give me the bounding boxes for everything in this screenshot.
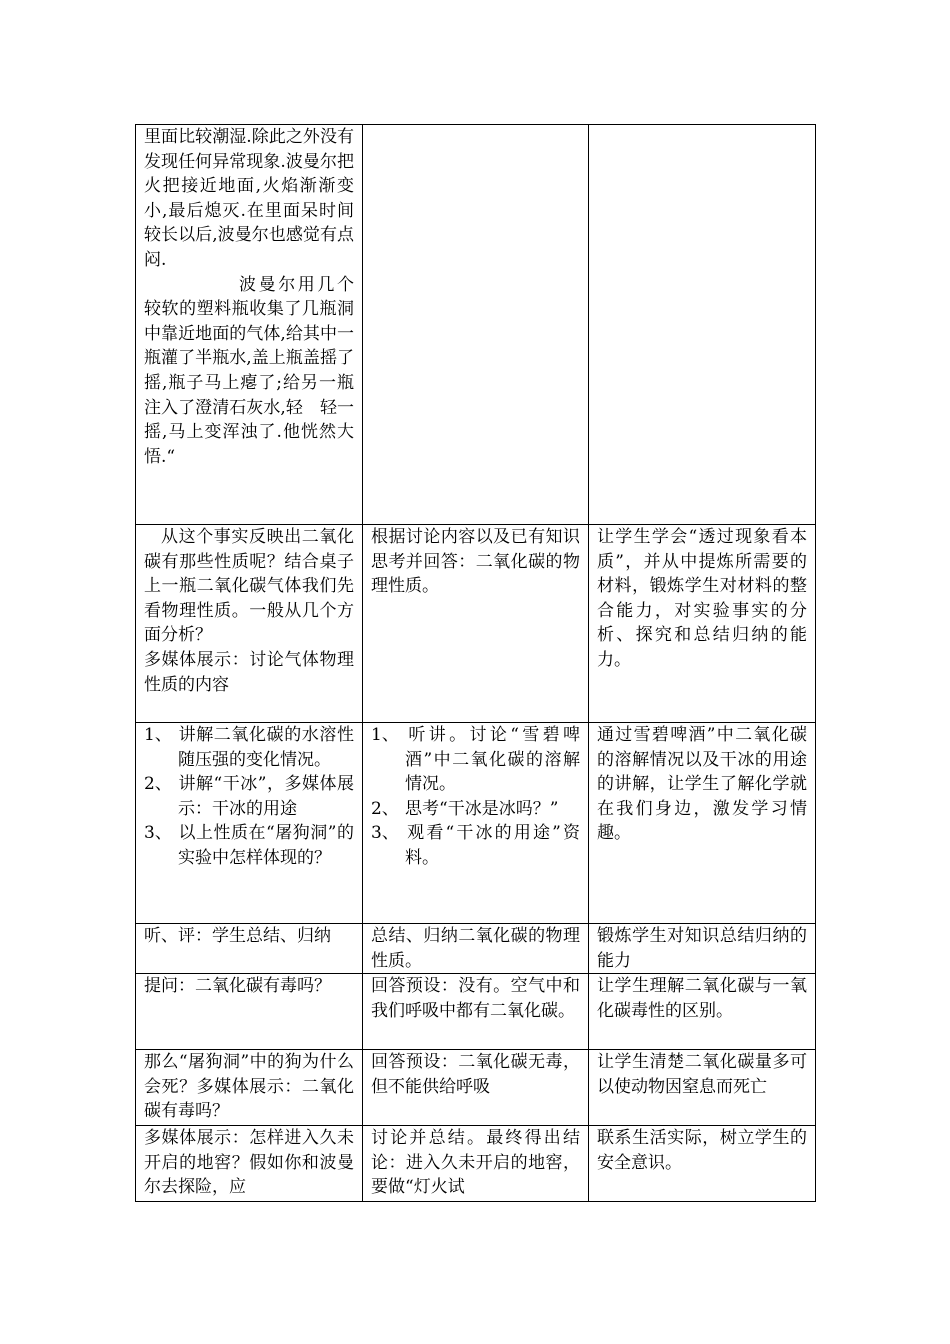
design-intent-cell: 联系生活实际，树立学生的安全意识。 xyxy=(589,1126,816,1202)
teacher-activity-cell: 那么“屠狗洞”中的狗为什么会死？多媒体展示：二氧化碳有毒吗？ xyxy=(136,1050,363,1126)
table-row xyxy=(136,525,816,723)
list-number: 1、 xyxy=(144,725,172,745)
cell-paragraph: 多媒体展示：讨论气体物理性质的内容 xyxy=(144,649,354,695)
list-text: 讲解“干冰”，多媒体展示：干冰的用途 xyxy=(178,774,354,819)
table-row xyxy=(136,1126,816,1202)
list-item xyxy=(144,821,354,870)
list-text: 听讲。讨论“雪碧啤酒”中二氧化碳的溶解情况。 xyxy=(405,725,580,795)
student-activity-cell xyxy=(363,723,589,924)
list-number: 2、 xyxy=(144,774,172,795)
student-activity-cell: 根据讨论内容以及已有知识思考并回答：二氧化碳的物理性质。 xyxy=(363,525,589,723)
list-number: 3、 xyxy=(371,823,399,844)
list-text: 以上性质在“屠狗洞”的实验中怎样体现的？ xyxy=(178,823,354,868)
list-number: 3、 xyxy=(144,823,172,844)
list-item xyxy=(371,821,580,870)
design-intent-cell: 通过雪碧啤酒”中二氧化碳的溶解情况以及干冰的用途的讲解，让学生了解化学就在我们身边，激发学习情趣。 xyxy=(589,723,816,924)
table-row xyxy=(136,1050,816,1126)
table-row xyxy=(136,125,816,525)
teacher-activity-cell xyxy=(136,525,363,723)
cell-paragraph: 波曼尔用几个较软的塑料瓶收集了几瓶洞中靠近地面的气体,给其中一瓶灌了半瓶水,盖上瓶盖摇了摇,瓶子马上瘪了;给另一瓶注入了澄清石灰水,轻 轻一摇,马上变浑浊了.他恍然大悟.“ xyxy=(144,274,354,467)
design-intent-cell: 让学生清楚二氧化碳量多可以使动物因窒息而死亡 xyxy=(589,1050,816,1126)
cell-paragraph: 从这个事实反映出二氧化碳有那些性质呢？结合桌子上一瓶二氧化碳气体我们先看物理性质。一般从几个方面分析？ xyxy=(144,527,354,646)
numbered-list xyxy=(371,723,580,871)
list-number: 1、 xyxy=(371,725,399,745)
list-text: 思考“干冰是冰吗？” xyxy=(405,798,559,819)
design-intent-cell: 锻炼学生对知识总结归纳的能力 xyxy=(589,924,816,974)
student-activity-cell: 总结、归纳二氧化碳的物理性质。 xyxy=(363,924,589,974)
student-activity-cell: 回答预设：二氧化碳无毒，但不能供给呼吸 xyxy=(363,1050,589,1126)
list-item xyxy=(371,797,580,822)
list-item xyxy=(144,772,354,821)
table-row xyxy=(136,723,816,924)
teacher-activity-cell: 听、评：学生总结、归纳 xyxy=(136,924,363,974)
teacher-activity-cell: 提问：二氧化碳有毒吗？ xyxy=(136,974,363,1050)
table-row xyxy=(136,924,816,974)
teacher-activity-cell xyxy=(136,125,363,525)
cell-paragraph: 里面比较潮湿.除此之外没有发现任何异常现象.波曼尔把火把接近地面,火焰渐渐变小,最后熄灭.在里面呆时间较长以后,波曼尔也感觉有点闷. xyxy=(144,127,354,270)
design-intent-cell xyxy=(589,125,816,525)
numbered-list xyxy=(144,723,354,871)
student-activity-cell: 讨论并总结。最终得出结论：进入久未开启的地窖，要做“灯火试 xyxy=(363,1126,589,1202)
teacher-activity-cell xyxy=(136,723,363,924)
list-number: 2、 xyxy=(371,798,399,819)
list-item xyxy=(144,723,354,772)
list-text: 讲解二氧化碳的水溶性随压强的变化情况。 xyxy=(178,725,354,770)
lesson-plan-table xyxy=(135,124,816,1202)
design-intent-cell: 让学生学会“透过现象看本质”，并从中提炼所需要的材料，锻炼学生对材料的整合能力，对实验事实的分析、探究和总结归纳的能力。 xyxy=(589,525,816,723)
student-activity-cell: 回答预设：没有。空气中和我们呼吸中都有二氧化碳。 xyxy=(363,974,589,1050)
table-row xyxy=(136,974,816,1050)
student-activity-cell xyxy=(363,125,589,525)
list-item xyxy=(371,723,580,797)
list-text: 观看“干冰的用途”资料。 xyxy=(405,823,580,868)
design-intent-cell: 让学生理解二氧化碳与一氧化碳毒性的区别。 xyxy=(589,974,816,1050)
teacher-activity-cell: 多媒体展示：怎样进入久未开启的地窖？假如你和波曼尔去探险，应 xyxy=(136,1126,363,1202)
